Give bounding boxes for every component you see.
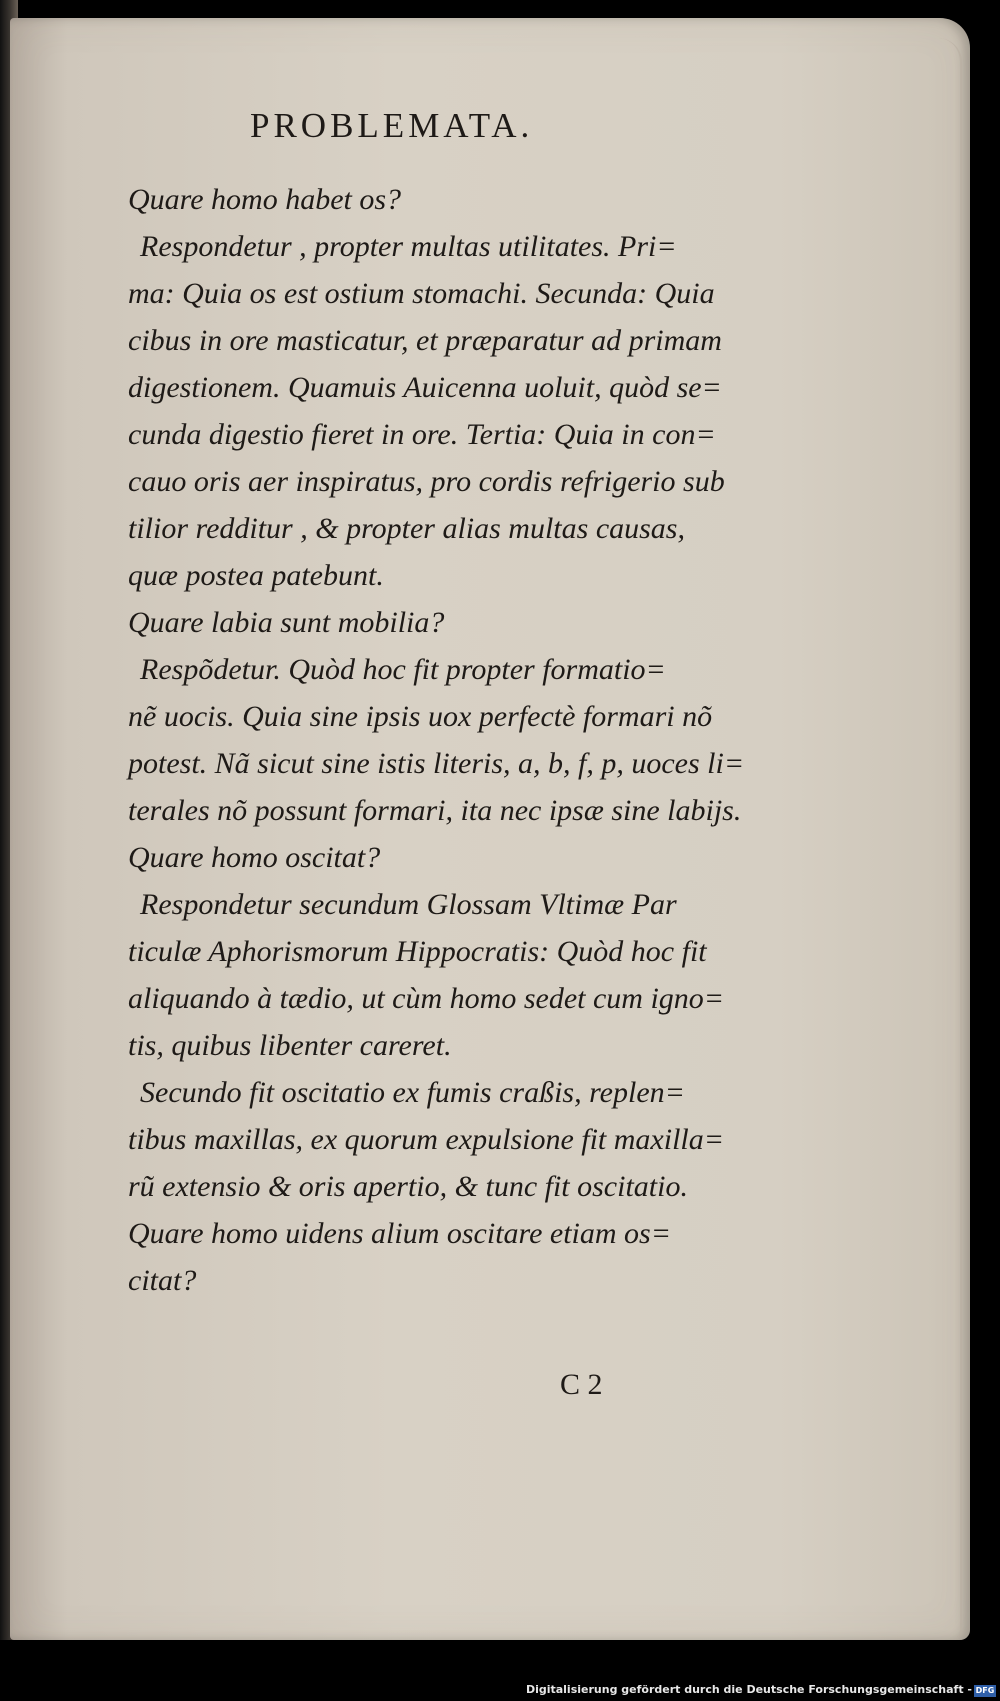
text-line: rũ extensio & oris apertio, & tunc fit oscitatio. bbox=[128, 1170, 688, 1203]
text-line: nẽ uocis. Quia sine ipsis uox perfectè formari nõ bbox=[128, 700, 713, 733]
text-line: tilior redditur , & propter alias multas causas, bbox=[128, 512, 685, 545]
text-line: tibus maxillas, ex quorum expulsione fit maxilla= bbox=[128, 1123, 725, 1156]
text-line: aliquando à tædio, ut cùm homo sedet cum igno= bbox=[128, 982, 725, 1015]
body-text bbox=[128, 176, 788, 1304]
text-line: Respondetur secundum Glossam Vltimæ Par bbox=[140, 888, 677, 921]
text-line: potest. Nã sicut sine istis literis, a, b, f, p, uoces li= bbox=[128, 747, 745, 780]
text-line: tis, quibus libenter careret. bbox=[128, 1029, 452, 1062]
question-line: Quare homo uidens alium oscitare etiam os= bbox=[128, 1217, 671, 1250]
signature-mark: C 2 bbox=[560, 1368, 603, 1401]
text-line: ticulæ Aphorismorum Hippocratis: Quòd hoc fit bbox=[128, 935, 707, 968]
text-line: quæ postea patebunt. bbox=[128, 559, 384, 592]
question-line: Quare labia sunt mobilia? bbox=[128, 606, 445, 639]
text-line: cunda digestio fieret in ore. Tertia: Quia in con= bbox=[128, 418, 716, 451]
text-line: citat? bbox=[128, 1264, 197, 1297]
text-line: digestionem. Quamuis Auicenna uoluit, quòd se= bbox=[128, 371, 722, 404]
page-edge bbox=[936, 38, 962, 1638]
question-line: Quare homo oscitat? bbox=[128, 841, 381, 874]
footer-bar bbox=[0, 1679, 1000, 1701]
question-line: Quare homo habet os? bbox=[128, 183, 402, 216]
text-line: Secundo fit oscitatio ex fumis craßis, replen= bbox=[140, 1076, 685, 1109]
book-page bbox=[10, 18, 970, 1640]
text-line: cauo oris aer inspiratus, pro cordis refrigerio sub bbox=[128, 465, 725, 498]
text-line: ma: Quia os est ostium stomachi. Secunda: Quia bbox=[128, 277, 715, 310]
text-line: cibus in ore masticatur, et præparatur ad primam bbox=[128, 324, 722, 357]
text-line: Respõdetur. Quòd hoc fit propter formatio= bbox=[140, 653, 666, 686]
running-header: PROBLEMATA. bbox=[250, 106, 534, 145]
dfg-logo: DFG bbox=[975, 1686, 995, 1695]
funding-credit: Digitalisierung gefördert durch die Deutsche Forschungsgemeinschaft - bbox=[525, 1683, 972, 1696]
text-line: terales nõ possunt formari, ita nec ipsæ sine labijs. bbox=[128, 794, 742, 827]
text-line: Respondetur , propter multas utilitates. Pri= bbox=[140, 230, 677, 263]
